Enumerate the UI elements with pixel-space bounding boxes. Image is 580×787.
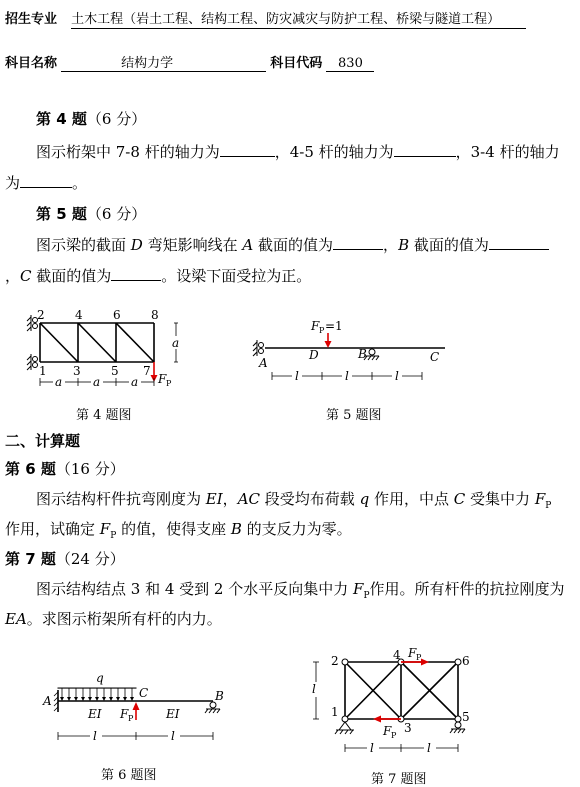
fig6-caption: 第 6 题图 [101, 768, 157, 783]
fig4-dim-3: a [131, 375, 139, 389]
q5-text-g: 截面的值为 [36, 267, 112, 285]
q4-blank-2[interactable] [394, 142, 456, 157]
q4-points: （6 分） [86, 110, 147, 128]
fig4-node-7: 7 [143, 364, 151, 378]
fig4-node-2: 2 [37, 308, 45, 322]
q6-fp: F [534, 490, 546, 508]
fig6-q-label: q [96, 671, 104, 685]
q4-text-line2 [5, 172, 87, 193]
fig5-label-c: C [430, 350, 440, 364]
fig6-label-c: C [139, 686, 149, 700]
q5-text-d: ， [383, 236, 399, 254]
fig4-node-5: 5 [111, 364, 119, 378]
q6-q: q [359, 490, 370, 508]
fig7-truss-diagram [305, 644, 490, 762]
fig5-dim-2: l [345, 369, 349, 383]
q6-text-2b: 的值，使得支座 [121, 520, 227, 538]
q6-text-1d: 作用，中点 [373, 490, 449, 508]
fig7-node-1: 1 [331, 705, 339, 719]
major-value: 土木工程（岩土工程、结构工程、防灾减灾与防护工程、桥梁与隧道工程） [71, 8, 526, 29]
q4-text-c: ，3-4 杆的轴力 [455, 143, 560, 161]
q4-heading [36, 108, 146, 129]
q5-var-d: D [130, 236, 143, 254]
q6-text-line2 [5, 518, 352, 541]
header-major-row [5, 8, 526, 29]
q6-b: B [230, 520, 242, 538]
header-subject-row [5, 52, 374, 72]
fig6-distributed-load [62, 688, 132, 698]
q7-text-line2 [5, 608, 222, 629]
fig5-load-arrow [325, 341, 332, 348]
subject-code-value: 830 [326, 56, 374, 72]
fig5-label-d: D [309, 348, 319, 362]
fig7-force-arrow-3 [373, 716, 381, 723]
fig4-node-8: 8 [151, 308, 159, 322]
q6-text-1c: 段受均布荷载 [264, 490, 355, 508]
fig5-dim-1: l [295, 369, 299, 383]
fig7-node-2: 2 [331, 654, 339, 668]
q6-ei: EI [205, 490, 223, 508]
q6-text-1e: 受集中力 [470, 490, 531, 508]
subject-code-label: 科目代码 [270, 56, 323, 71]
q5-text-h: 。设梁下面受拉为正。 [161, 267, 312, 285]
q4-blank-1[interactable] [220, 142, 275, 157]
fig6-dim-1: l [93, 729, 97, 743]
fig7-dim-2: l [427, 741, 431, 755]
q6-fp-sub-2: P [110, 531, 117, 541]
q7-points: （24 分） [55, 550, 125, 568]
fig7-node-5: 5 [462, 710, 470, 724]
q4-text-e: 。 [72, 174, 88, 192]
q7-text-2: 。求图示桁架所有杆的内力。 [26, 610, 222, 628]
fig6-force-label: F [120, 707, 129, 721]
fig6-label-a: A [43, 694, 52, 708]
q7-heading [5, 548, 125, 569]
q5-text-a: 图示梁的截面 [36, 236, 127, 254]
fig5-load-sub: P [319, 326, 325, 335]
q6-text-line1 [36, 488, 551, 511]
q6-text-1: 图示结构杆件抗弯刚度为 [36, 490, 202, 508]
q4-text-a: 图示桁架中 7-8 杆的轴力为 [36, 143, 220, 161]
q7-ea: EA [5, 610, 27, 628]
q4-text-d: 为 [5, 174, 21, 192]
q5-blank-1[interactable] [333, 235, 383, 250]
q5-text-b: 弯矩影响线在 [147, 236, 238, 254]
q5-heading [36, 203, 146, 224]
fig5-label-b: B [358, 347, 367, 361]
fig6-force-sub: P [128, 714, 134, 723]
fig4-node-1: 1 [39, 364, 47, 378]
fig4-force-label: F [158, 372, 167, 386]
fig6-beam-diagram [38, 668, 238, 753]
fig4-node-6: 6 [113, 308, 121, 322]
fig4-dim-vertical: a [172, 336, 180, 350]
fig7-force-sub-3: P [391, 731, 397, 740]
q6-ac: AC [237, 490, 260, 508]
fig4-diagonal-6-7 [116, 323, 154, 362]
fig7-node-3: 3 [404, 721, 412, 735]
major-label: 招生专业 [5, 12, 58, 27]
fig6-ei-1: EI [88, 707, 102, 721]
fig7-node-4: 4 [393, 648, 401, 662]
q5-var-c: C [20, 267, 32, 285]
fig6-ei-2: EI [166, 707, 180, 721]
q4-title: 第 4 题 [36, 110, 87, 128]
q5-text-line2 [5, 265, 311, 286]
q6-points: （16 分） [55, 460, 125, 478]
fig4-dim-1: a [55, 375, 63, 389]
q7-title: 第 7 题 [5, 550, 56, 568]
q7-text-line1 [36, 578, 565, 601]
section2-title: 二、计算题 [5, 432, 81, 450]
fig4-caption: 第 4 题图 [76, 408, 132, 423]
fig4-diagonal-4-5 [78, 323, 116, 362]
q5-text-e: 截面的值为 [413, 236, 489, 254]
subject-name-value: 结构力学 [61, 52, 266, 72]
fig5-caption: 第 5 题图 [326, 408, 382, 423]
fig5-beam-diagram [250, 315, 455, 390]
fig5-label-a: A [259, 356, 268, 370]
fig7-force-label-3: F [383, 724, 392, 738]
q5-text-line1 [36, 234, 549, 255]
q7-text-1a: 图示结构结点 3 和 4 受到 2 个水平反向集中力 [36, 580, 349, 598]
fig6-support-b [205, 702, 220, 713]
fig7-dim-1: l [370, 741, 374, 755]
fig4-diagonal-2-3 [40, 323, 78, 362]
q6-text-1b: ， [222, 490, 238, 508]
q4-blank-3[interactable] [20, 173, 72, 188]
q5-blank-3[interactable] [111, 266, 161, 281]
q7-text-1b: 作用。所有杆件的抗拉刚度为 [369, 580, 565, 598]
fig7-dim-vertical: l [312, 682, 316, 696]
q6-text-2a: 作用，试确定 [5, 520, 96, 538]
fig4-dim-2: a [93, 375, 101, 389]
fig4-support-roller-bottom [33, 357, 38, 362]
fig6-force-arrow [133, 702, 140, 710]
fig5-dim-3: l [395, 369, 399, 383]
fig6-label-b: B [215, 689, 224, 703]
q5-points: （6 分） [86, 205, 147, 223]
q6-text-2c: 的支反力为零。 [246, 520, 352, 538]
fig4-node-4: 4 [75, 308, 83, 322]
q4-text-b: ，4-5 杆的轴力为 [274, 143, 394, 161]
fig7-node-6: 6 [462, 654, 470, 668]
q5-title: 第 5 题 [36, 205, 87, 223]
q6-c: C [453, 490, 466, 508]
fig6-dim-2: l [171, 729, 175, 743]
fig5-load-value: =1 [325, 319, 343, 333]
q4-text-line1 [36, 141, 560, 162]
fig7-support-1 [335, 722, 354, 734]
q5-blank-2[interactable] [489, 235, 549, 250]
q6-heading [5, 458, 125, 479]
q5-text-f: ， [5, 267, 21, 285]
fig4-force-sub: P [166, 379, 172, 388]
q6-fp-sub: P [545, 501, 552, 511]
fig4-truss-diagram [25, 305, 210, 390]
q7-fp: F [353, 580, 364, 598]
fig7-force-sub-4: P [416, 653, 422, 662]
q6-fp-2: F [99, 520, 111, 538]
subject-name-label: 科目名称 [5, 56, 58, 71]
q6-title: 第 6 题 [5, 460, 56, 478]
fig7-caption: 第 7 题图 [371, 772, 427, 787]
fig5-load-label: F [311, 319, 320, 333]
q5-var-a: A [242, 236, 254, 254]
q5-var-b: B [398, 236, 410, 254]
fig4-node-3: 3 [73, 364, 81, 378]
fig7-force-arrow-4 [421, 659, 429, 666]
q5-text-c: 截面的值为 [258, 236, 334, 254]
q7-fp-sub: P [363, 591, 370, 601]
fig7-force-label-4: F [408, 646, 417, 660]
